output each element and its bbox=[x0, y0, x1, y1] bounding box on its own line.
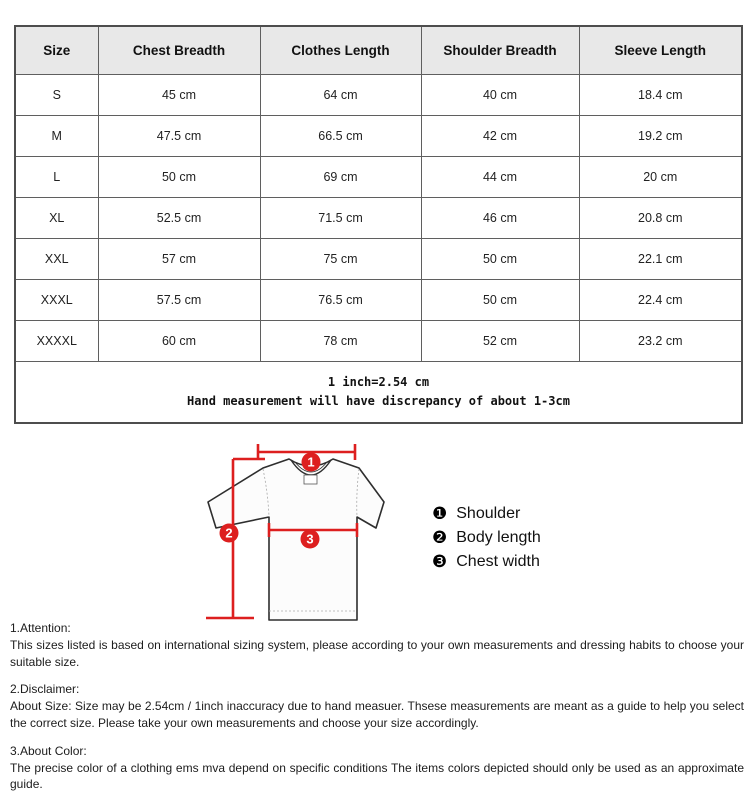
table-cell: 18.4 cm bbox=[579, 75, 742, 116]
table-cell: S bbox=[15, 75, 98, 116]
table-cell: XL bbox=[15, 198, 98, 239]
table-cell: 66.5 cm bbox=[260, 116, 421, 157]
table-cell: 76.5 cm bbox=[260, 280, 421, 321]
svg-text:2: 2 bbox=[225, 525, 233, 541]
table-cell: 40 cm bbox=[421, 75, 579, 116]
circled-2-icon: ❷ bbox=[432, 527, 448, 548]
table-cell: M bbox=[15, 116, 98, 157]
legend-item-body-length bbox=[432, 526, 541, 550]
column-header-shoulder: Shoulder Breadth bbox=[421, 26, 579, 75]
table-cell: 75 cm bbox=[260, 239, 421, 280]
table-cell: L bbox=[15, 157, 98, 198]
attention-title: 1.Attention: bbox=[10, 621, 71, 635]
table-cell: 64 cm bbox=[260, 75, 421, 116]
svg-text:1: 1 bbox=[307, 454, 315, 470]
table-cell: 46 cm bbox=[421, 198, 579, 239]
column-header-size: Size bbox=[15, 26, 98, 75]
disclaimer-body: About Size: Size may be 2.54cm / 1inch inaccuracy due to hand measuer. Thsese measurements are meant as a guide to help you select the correct size. Please take your own measurements and choose your size accordingly. bbox=[10, 699, 744, 730]
table-row bbox=[15, 321, 742, 362]
table-footnote bbox=[15, 362, 742, 424]
table-row bbox=[15, 116, 742, 157]
table-cell: 71.5 cm bbox=[260, 198, 421, 239]
table-cell: 52 cm bbox=[421, 321, 579, 362]
table-cell: 50 cm bbox=[98, 157, 260, 198]
table-cell: 52.5 cm bbox=[98, 198, 260, 239]
table-header-row bbox=[15, 26, 742, 75]
table-cell: 78 cm bbox=[260, 321, 421, 362]
svg-text:3: 3 bbox=[306, 531, 314, 547]
disclaimer-title: 2.Disclaimer: bbox=[10, 682, 80, 697]
table-cell: 19.2 cm bbox=[579, 116, 742, 157]
table-row bbox=[15, 75, 742, 116]
column-header-length: Clothes Length bbox=[260, 26, 421, 75]
footnote-discrepancy: Hand measurement will have discrepancy of about 1-3cm bbox=[187, 394, 570, 408]
attention-body: This sizes listed is based on international sizing system, please according to your own measurements and dressing habits to choose your suitable size. bbox=[10, 637, 744, 669]
legend-label: Chest width bbox=[456, 553, 540, 570]
callout-2-body-length bbox=[220, 524, 239, 543]
legend-label: Body length bbox=[456, 529, 541, 546]
notes-section bbox=[10, 620, 744, 793]
table-cell: XXXXL bbox=[15, 321, 98, 362]
collar-tag bbox=[304, 475, 317, 484]
table-cell: 57 cm bbox=[98, 239, 260, 280]
table-row bbox=[15, 157, 742, 198]
table-cell: 57.5 cm bbox=[98, 280, 260, 321]
table-row bbox=[15, 280, 742, 321]
column-header-chest: Chest Breadth bbox=[98, 26, 260, 75]
table-cell: 50 cm bbox=[421, 280, 579, 321]
circled-3-icon: ❸ bbox=[432, 551, 448, 572]
legend-item-shoulder bbox=[432, 502, 541, 526]
table-cell: XXXL bbox=[15, 280, 98, 321]
table-cell: 22.4 cm bbox=[579, 280, 742, 321]
tshirt-measurement-diagram bbox=[192, 438, 424, 626]
measurement-legend bbox=[432, 502, 541, 574]
table-row bbox=[15, 239, 742, 280]
size-chart-table bbox=[14, 25, 743, 424]
footnote-inch-conversion: 1 inch=2.54 cm bbox=[327, 375, 430, 390]
table-cell: 45 cm bbox=[98, 75, 260, 116]
table-cell: 22.1 cm bbox=[579, 239, 742, 280]
legend-label: Shoulder bbox=[456, 505, 521, 522]
circled-1-icon: ❶ bbox=[432, 503, 448, 524]
table-cell: 42 cm bbox=[421, 116, 579, 157]
table-cell: XXL bbox=[15, 239, 98, 280]
table-cell: 44 cm bbox=[421, 157, 579, 198]
table-cell: 23.2 cm bbox=[579, 321, 742, 362]
about-color-body: The precise color of a clothing ems mva depend on specific conditions The items colors depicted should only be used as an approximate guide. bbox=[10, 760, 744, 792]
table-cell: 20.8 cm bbox=[579, 198, 742, 239]
table-cell: 20 cm bbox=[579, 157, 742, 198]
table-cell: 50 cm bbox=[421, 239, 579, 280]
callout-3-chest-width bbox=[301, 530, 320, 549]
table-cell: 69 cm bbox=[260, 157, 421, 198]
callout-1-shoulder bbox=[302, 453, 321, 472]
table-cell: 47.5 cm bbox=[98, 116, 260, 157]
legend-item-chest-width bbox=[432, 550, 541, 574]
column-header-sleeve: Sleeve Length bbox=[579, 26, 742, 75]
about-color-title: 3.About Color: bbox=[10, 743, 87, 758]
table-footnote-row bbox=[15, 362, 742, 424]
tshirt-diagram-svg bbox=[192, 438, 424, 626]
table-row bbox=[15, 198, 742, 239]
table-cell: 60 cm bbox=[98, 321, 260, 362]
